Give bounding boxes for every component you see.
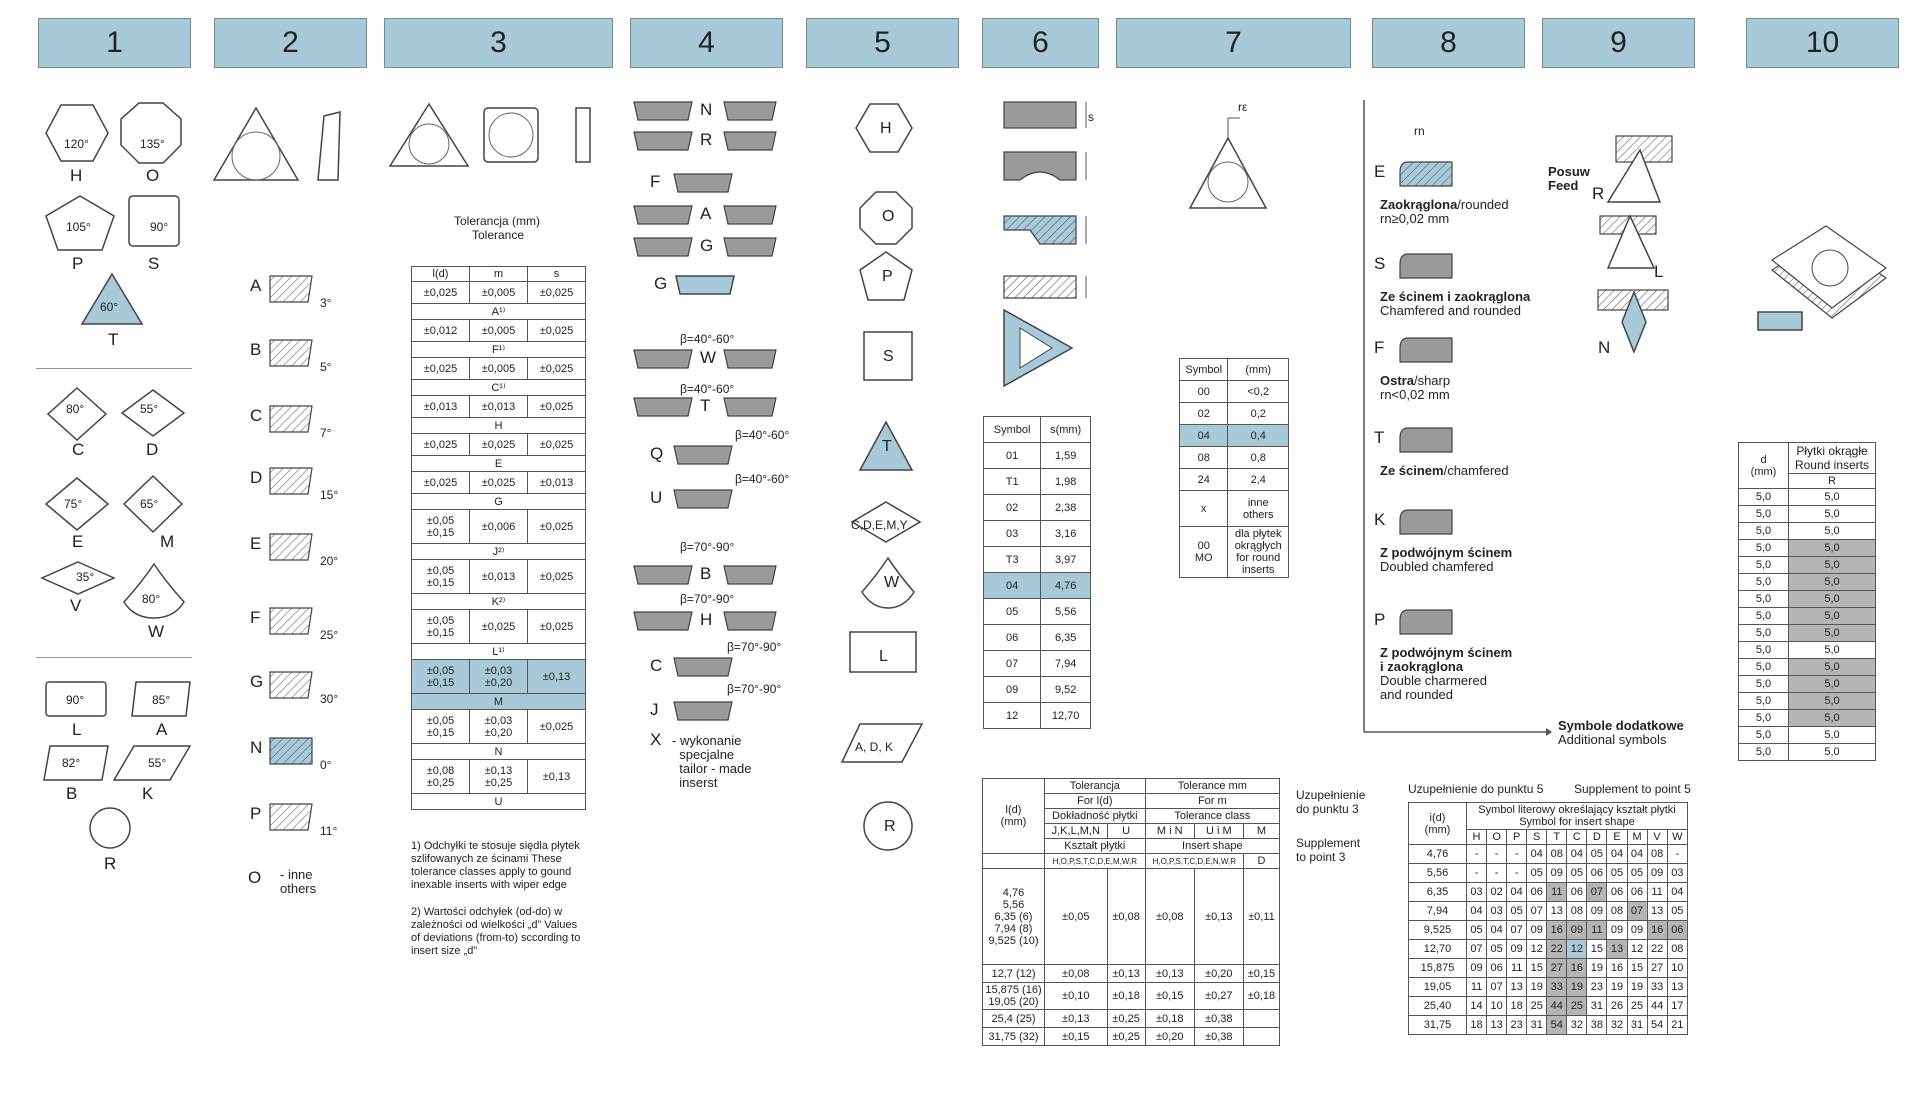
size-letter: S (883, 348, 894, 365)
fixing-profile-icon (672, 488, 734, 510)
edge-letter: K (1374, 510, 1386, 529)
other-text: - inne others (280, 867, 317, 896)
clearance-angle-icon (268, 670, 314, 700)
header-1: 1 (38, 18, 191, 68)
clearance-letter: B (250, 340, 262, 359)
fixing-profile-icon (632, 130, 694, 152)
fixing-letter: W (700, 348, 717, 367)
fixing-profile-icon (672, 172, 734, 194)
fixing-profile-icon (632, 100, 694, 122)
tolerance-note-1: 1) Odchyłki te stosuje siędla płytek szlifowanych ze ścinami These tolerance classes apply to gound inexable inserts with wiper edge (411, 840, 580, 891)
fixing-letter: B (700, 564, 712, 583)
clearance-angle-icon (268, 274, 314, 304)
fixing-profile-icon (632, 204, 694, 226)
beta-range-label: β=40°-60° (680, 382, 735, 396)
edge-prep-icon (1398, 608, 1454, 636)
fixing-letter: J (650, 700, 659, 719)
size-letter: C,D,E,M,Y (851, 518, 908, 532)
header-5: 5 (806, 18, 959, 68)
header-8: 8 (1372, 18, 1525, 68)
angle-label: 35° (76, 570, 95, 584)
angle-label: 75° (64, 497, 83, 511)
clearance-letter: D (250, 468, 263, 487)
trigon-shape-icon (122, 562, 186, 620)
column-8-axis-line (1362, 100, 1552, 740)
fixing-letter: Q (650, 444, 664, 463)
header-10: 10 (1746, 18, 1899, 68)
angle-label: 60° (100, 300, 119, 314)
angle-label: 120° (64, 137, 89, 151)
tolerance-square-icon (482, 104, 540, 164)
angle-label: 80° (142, 592, 161, 606)
shape-letter: L (72, 720, 82, 739)
fixing-profile-icon (722, 100, 778, 122)
fixing-profile-icon (674, 274, 736, 296)
clearance-angle: 11° (320, 824, 338, 838)
clearance-angle: 0° (320, 758, 332, 772)
shape-letter: P (72, 254, 84, 273)
shape-letter: B (66, 784, 78, 803)
tolerance-note-2: 2) Wartości odchyłek (od-do) w zależności od wielkości „d” Values of deviations (from-to) sccording to insert size „d” (411, 906, 581, 957)
angle-label: 85° (152, 693, 171, 707)
round-inserts-table: d (mm) Płytki okrągłe Round inserts R 5,0 5,0 5,0 5,0 5,0 5,0 5,0 5,0 5,0 5,0 5,0 5,0 5,0 5,0 5,0 5,0 5,0 5,0 5,0 5,0 5,0 5,0 5,0 5,0 5,0 5,0 5,0 5,0 5,0 5,0 5,0 5,0 (1738, 442, 1876, 761)
beta-range-label: β=40°-60° (735, 428, 790, 442)
divider (36, 657, 192, 658)
clearance-angle-icon (268, 606, 314, 636)
fixing-profile-icon (722, 564, 778, 586)
edge-letter: S (1374, 254, 1386, 273)
tolerance-title-en: Tolerance (472, 228, 525, 242)
shape-letter: S (148, 254, 160, 273)
shape-letter: C (72, 440, 85, 459)
thickness-table: Symbol s(mm) 01 1,59 T1 1,98 02 2,38 03 3,16 T3 3,97 04 4,76 05 5,56 06 6,35 07 7,94 09 9,52 12 12,70 (983, 416, 1091, 729)
edge-desc: Ze ścinem i zaokrąglona Chamfered and rounded (1380, 289, 1531, 318)
header-2: 2 (214, 18, 367, 68)
edge-letter: F (1374, 338, 1385, 357)
size-letter: T (882, 438, 892, 455)
supplement-3-pl: Uzupełnienie do punktu 3 (1296, 788, 1366, 816)
edge-desc: Ostra/sharp rn<0,02 mm (1380, 373, 1451, 402)
fixing-letter: T (700, 396, 711, 415)
clearance-angle-icon (268, 404, 314, 434)
fixing-profile-icon (722, 130, 778, 152)
clearance-angle: 7° (320, 426, 332, 440)
angle-label: 65° (140, 497, 159, 511)
edge-desc: Z podwójnym ścinem i zaokrąglona Double charmered and rounded (1380, 645, 1513, 702)
clearance-angle-icon (268, 736, 314, 766)
divider (36, 368, 192, 369)
supplement-point-3-table: l(d) (mm) Tolerancja Tolerance mm For l(d) For m Dokładność płytki Tolerance class J,K,L,M,N U M i N U i M M Kształt płytki Insert shape H,O,P,S,T,C,D,E,M,W,R H,O,P,S,T,C,D,E,N,W,R D 4,76 5,56 6,35 (6) 7,94 (8) 9,525 (10) ±0,05 ±0,08 ±0,08 ±0,13 ±0,11 12,7 (12) ±0,08 ±0,13 ±0,13 ±0,20 ±0,15 15,875 (16) 19,05 (20) ±0,10 ±0,18 ±0,15 ±0,27 ±0,18 25,4 (25) ±0,13 ±0,25 ±0,18 ±0,38 31,75 (32) ±0,15 ±0,25 ±0,20 ±0,38 (982, 778, 1280, 1046)
shape-letter: A (156, 720, 168, 739)
shape-letter: M (160, 532, 175, 551)
fixing-profile-icon (632, 564, 694, 586)
supplement-5-pl: Uzupełnienie do punktu 5 (1408, 782, 1544, 796)
header-3: 3 (384, 18, 613, 68)
fixing-profile-icon (722, 204, 778, 226)
edge-prep-icon (1398, 426, 1454, 454)
clearance-letter: E (250, 534, 262, 553)
clearance-angle-icon (268, 466, 314, 496)
shape-letter: W (148, 622, 165, 641)
side-profile-icon (316, 112, 344, 182)
tolerance-triangle-icon (384, 100, 474, 170)
edge-letter: P (1374, 610, 1386, 629)
fixing-profile-icon (632, 610, 694, 632)
round-insert-3d-icon (1752, 226, 1892, 336)
size-letter: P (882, 268, 893, 285)
shape-letter: H (70, 166, 83, 185)
fixing-profile-icon (722, 396, 778, 418)
fixing-letter: A (700, 204, 712, 223)
beta-range-label: β=40°-60° (680, 332, 735, 346)
beta-range-label: β=70°-90° (727, 682, 782, 696)
angle-label: 55° (148, 756, 167, 770)
angle-label: 105° (66, 220, 91, 234)
edge-prep-icon (1398, 252, 1454, 280)
edge-desc: Z podwójnym ścinem Doubled chamfered (1380, 545, 1513, 574)
clearance-letter: P (250, 804, 262, 823)
fixing-profile-icon (632, 348, 694, 370)
edge-desc: Ze ścinem/chamfered (1380, 463, 1509, 478)
angle-label: 90° (66, 693, 85, 707)
angle-label: 135° (140, 137, 165, 151)
fixing-letter: G (654, 274, 668, 293)
feed-direction-letter: R (1592, 184, 1605, 203)
hexagon-shape-icon (44, 103, 110, 163)
clearance-letter: C (250, 406, 263, 425)
corner-radius-icon (1186, 104, 1270, 216)
fixing-letter: N (700, 100, 713, 119)
header-4: 4 (630, 18, 783, 68)
clearance-angle-icon (268, 532, 314, 562)
hone-radius-label: rn (1414, 124, 1425, 138)
clearance-letter: G (250, 672, 264, 691)
fixing-letter: R (700, 130, 713, 149)
feed-label-pl: Posuw (1548, 164, 1590, 179)
clearance-angle: 25° (320, 628, 339, 642)
clearance-letter: N (250, 738, 263, 757)
clearance-letter: F (250, 608, 261, 627)
triangle-insert-icon (210, 104, 302, 184)
shape-letter: K (142, 784, 154, 803)
clearance-letter: A (250, 276, 262, 295)
corner-radius-table: Symbol (mm) 00 <0,2 02 0,2 04 0,4 08 0,8 24 2,4 x inne others 00 MO dla płytek okrągłych for round inserts (1179, 358, 1289, 578)
fixing-profile-icon (722, 610, 778, 632)
clearance-angle: 20° (320, 554, 339, 568)
beta-range-label: β=70°-90° (680, 540, 735, 554)
fixing-profile-icon (672, 444, 734, 466)
clearance-angle-icon (268, 802, 314, 832)
header-6: 6 (982, 18, 1099, 68)
shape-letter: T (108, 330, 119, 349)
additional-symbols-pl: Symbole dodatkowe (1558, 718, 1684, 733)
header-7: 7 (1116, 18, 1351, 68)
fixing-profile-icon (632, 396, 694, 418)
clearance-angle: 15° (320, 488, 339, 502)
octagon-shape-icon (118, 101, 184, 165)
shape-letter: R (104, 854, 117, 873)
clearance-angle-icon (268, 338, 314, 368)
beta-range-label: β=70°-90° (727, 640, 782, 654)
clearance-angle: 5° (320, 360, 332, 374)
tolerance-title-pl: Tolerancja (mm) (454, 214, 541, 228)
triangle-shape-icon (80, 272, 144, 326)
fixing-letter: F (650, 172, 661, 191)
fixing-letter: U (650, 488, 663, 507)
fixing-profile-icon (672, 700, 734, 722)
corner-radius-label: rε (1238, 100, 1248, 114)
shape-letter: D (146, 440, 159, 459)
fixing-profile-icon (722, 348, 778, 370)
size-letter: W (884, 574, 900, 591)
feed-direction-letter: L (1654, 262, 1664, 281)
shape-letter: V (70, 596, 82, 615)
feed-label-en: Feed (1548, 178, 1579, 193)
fixing-letter: G (700, 236, 714, 255)
size-letter: A, D, K (855, 740, 894, 754)
beta-range-label: β=70°-90° (680, 592, 735, 606)
fixing-letter: H (700, 610, 713, 629)
edge-prep-icon (1398, 336, 1454, 364)
shape-letter: E (72, 532, 84, 551)
fixing-profile-icon (672, 656, 734, 678)
feed-direction-letter: N (1598, 338, 1611, 357)
supplement-point-5-table: i(d) (mm) Symbol literowy określający kształt płytki Symbol for insert shape H O P S T C D E M V W 4,76 - - - 04 08 04 05 04 04 08 - 5,56 - - - 05 09 05 06 05 05 09 03 6,35 03 02 04 06 11 06 07 06 06 11 04 7,94 04 03 05 07 13 08 09 08 07 13 05 9,525 05 04 07 09 16 09 11 09 09 16 06 12,70 07 05 09 12 22 12 15 13 12 22 08 15,875 09 06 11 15 27 16 19 16 15 27 10 19,05 11 07 13 19 33 19 23 19 19 33 13 25,40 14 10 18 25 44 25 31 26 25 44 17 31,75 18 13 23 31 54 32 38 32 31 54 21 (1408, 802, 1688, 1035)
circle-shape-icon (88, 806, 132, 850)
edge-prep-icon (1398, 160, 1454, 188)
special-letter: X (650, 730, 662, 749)
size-letter: O (882, 208, 895, 225)
size-letter: R (884, 818, 896, 835)
angle-label: 55° (140, 402, 159, 416)
angle-label: 90° (150, 220, 169, 234)
thickness-s-label: s (1088, 110, 1094, 124)
fixing-letter: C (650, 656, 663, 675)
shape-letter: O (146, 166, 160, 185)
beta-range-label: β=40°-60° (735, 472, 790, 486)
special-text: - wykonanie specjalne tailor - made inserst (672, 733, 752, 790)
other-letter: O (248, 868, 262, 887)
edge-letter: T (1374, 428, 1385, 447)
header-9: 9 (1542, 18, 1695, 68)
clearance-angle: 30° (320, 692, 339, 706)
size-letter: H (880, 120, 892, 137)
edge-desc: Zaokrąglona/rounded rn≥0,02 mm (1380, 197, 1509, 226)
fixing-profile-icon (632, 236, 694, 258)
supplement-5-en: Supplement to point 5 (1574, 782, 1691, 796)
thickness-triangle-icon (1000, 306, 1076, 388)
angle-label: 82° (62, 756, 81, 770)
feed-direction-icons (1596, 130, 1676, 370)
angle-label: 80° (66, 402, 85, 416)
fixing-profile-icon (722, 236, 778, 258)
edge-letter: E (1374, 162, 1386, 181)
clearance-angle: 3° (320, 296, 332, 310)
tolerance-table: l(d) m s ±0,025 ±0,005 ±0,025 A¹⁾ ±0,012 ±0,005 ±0,025 F¹⁾ ±0,025 ±0,005 ±0,025 C¹⁾ ±0,013 ±0,013 ±0,025 H ±0,025 ±0,025 ±0,025 E ±0,025 ±0,025 ±0,013 G ±0,05 ±0,15 ±0,006 ±0,025 J²⁾ ±0,05 ±0,15 ±0,013 ±0,025 K²⁾ ±0,05 ±0,15 ±0,025 ±0,025 L¹⁾ ±0,05 ±0,15 ±0,03 ±0,20 ±0,13 M ±0,05 ±0,15 ±0,03 ±0,20 ±0,025 N ±0,08 ±0,25 ±0,13 ±0,25 ±0,13 U (411, 266, 586, 810)
additional-symbols-en: Additional symbols (1558, 732, 1667, 747)
size-letter: L (879, 648, 888, 665)
supplement-3-en: Supplement to point 3 (1296, 836, 1361, 864)
edge-prep-icon (1398, 508, 1454, 536)
tolerance-side-icon (574, 104, 594, 164)
